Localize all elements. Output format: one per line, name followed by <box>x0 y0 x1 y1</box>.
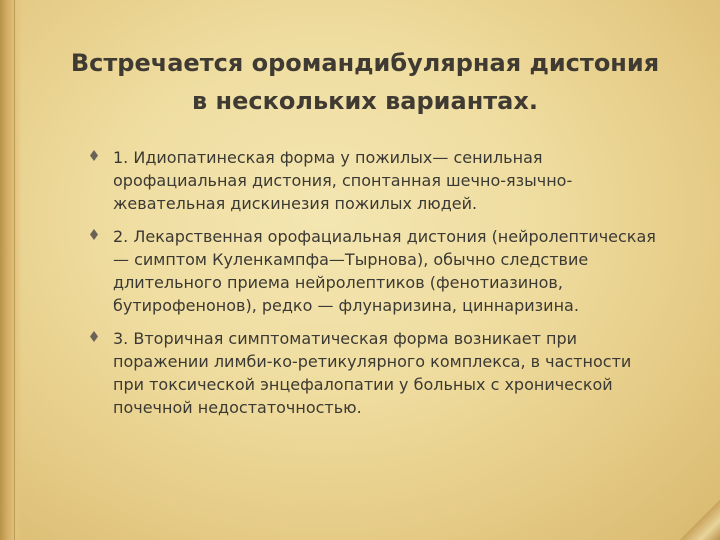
bullet-text: 1. Идиопатинеская форма у пожилых— сенильная орофациальная дистония, спонтанная шечно-язычно-жевательная дискинезия пожилых людей. <box>113 148 573 213</box>
bullet-text: 2. Лекарственная орофациальная дистония (нейролептическая — симптом Куленкампфа—Тырнова), обычно следствие длительного приема нейролептиков (фенотиазинов, бутирофенонов), редко — флунаризина, циннаризина. <box>113 227 656 315</box>
spine-edge-line <box>14 0 15 540</box>
bullet-list <box>88 146 658 429</box>
bullet-item-1 <box>88 146 658 215</box>
diamond-bullet-icon <box>90 331 98 342</box>
slide-title: Встречается оромандибулярная дистония в нескольких вариантах. <box>70 49 660 115</box>
diamond-bullet-icon <box>90 229 98 240</box>
page-curl <box>680 500 720 540</box>
book-spine <box>0 0 22 540</box>
diamond-bullet-icon <box>90 150 98 161</box>
bullet-text: 3. Вторичная симптоматическая форма возникает при поражении лимби-ко-ретикулярного комплекса, в частности при токсической энцефалопатии у больных с хронической почечной недостаточностью. <box>113 329 632 417</box>
bullet-item-2 <box>88 225 658 317</box>
bullet-item-3 <box>88 327 658 419</box>
